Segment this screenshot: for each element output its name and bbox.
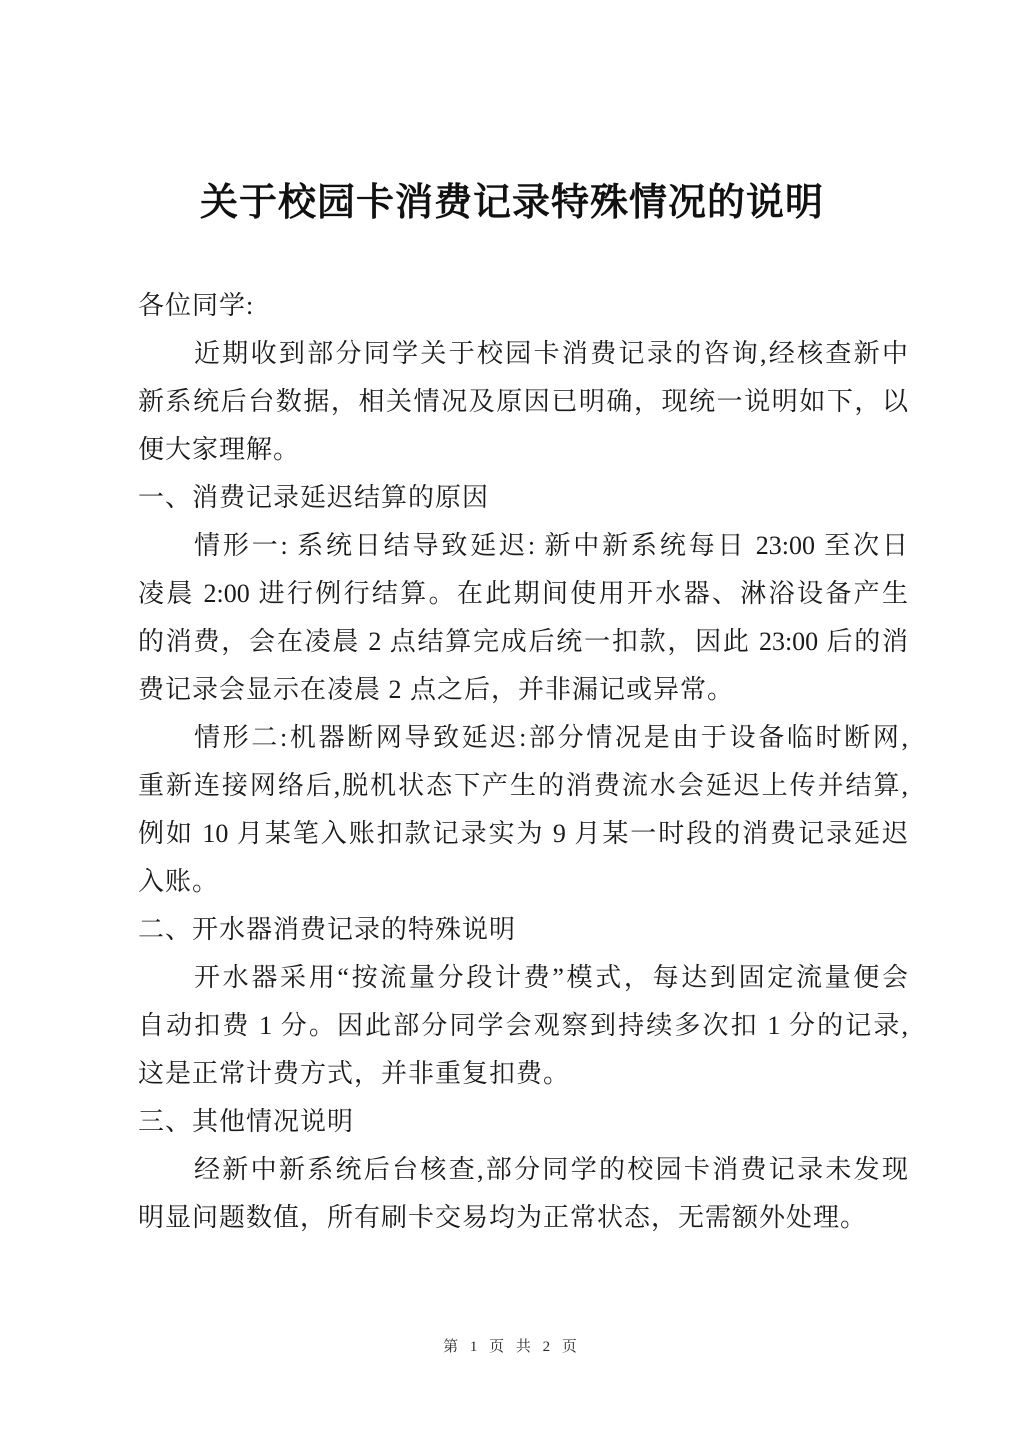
text-line: 的消费，会在凌晨 2 点结算完成后统一扣款，因此 23:00 后的消 bbox=[138, 627, 908, 656]
text-line: 例如 10 月某笔入账扣款记录实为 9 月某一时段的消费记录延迟 bbox=[138, 819, 908, 848]
text-line: 情形一: 系统日结导致延迟: 新中新系统每日 23:00 至次日 bbox=[194, 531, 908, 560]
page-number-footer: 第 1 页 共 2 页 bbox=[443, 1339, 581, 1355]
text-line: 各位同学: bbox=[138, 291, 255, 320]
text-line: 情形二:机器断网导致延迟:部分情况是由于设备临时断网, bbox=[194, 723, 908, 752]
text-line: 重新连接网络后,脱机状态下产生的消费流水会延迟上传并结算, bbox=[138, 771, 908, 800]
text-line: 入账。 bbox=[138, 867, 220, 896]
text-line: 近期收到部分同学关于校园卡消费记录的咨询,经核查新中 bbox=[194, 339, 908, 368]
page-title: 关于校园卡消费记录特殊情况的说明 bbox=[199, 182, 824, 224]
text-line: 这是正常计费方式，并非重复扣费。 bbox=[138, 1059, 571, 1088]
text-line: 新系统后台数据，相关情况及原因已明确，现统一说明如下，以 bbox=[138, 387, 908, 416]
text-line: 二、开水器消费记录的特殊说明 bbox=[138, 915, 517, 944]
text-line: 费记录会显示在凌晨 2 点之后，并非漏记或异常。 bbox=[138, 675, 735, 704]
text-line: 便大家理解。 bbox=[138, 435, 301, 464]
document-body bbox=[138, 282, 908, 1242]
text-line: 开水器采用“按流量分段计费”模式，每达到固定流量便会 bbox=[194, 963, 908, 992]
text-line: 一、消费记录延迟结算的原因 bbox=[138, 483, 490, 512]
text-line: 明显问题数值，所有刷卡交易均为正常状态，无需额外处理。 bbox=[138, 1203, 868, 1232]
text-line: 经新中新系统后台核查,部分同学的校园卡消费记录未发现 bbox=[194, 1155, 908, 1184]
text-line: 三、其他情况说明 bbox=[138, 1107, 355, 1136]
text-line: 凌晨 2:00 进行例行结算。在此期间使用开水器、淋浴设备产生 bbox=[138, 579, 908, 608]
text-line: 自动扣费 1 分。因此部分同学会观察到持续多次扣 1 分的记录, bbox=[138, 1011, 908, 1040]
